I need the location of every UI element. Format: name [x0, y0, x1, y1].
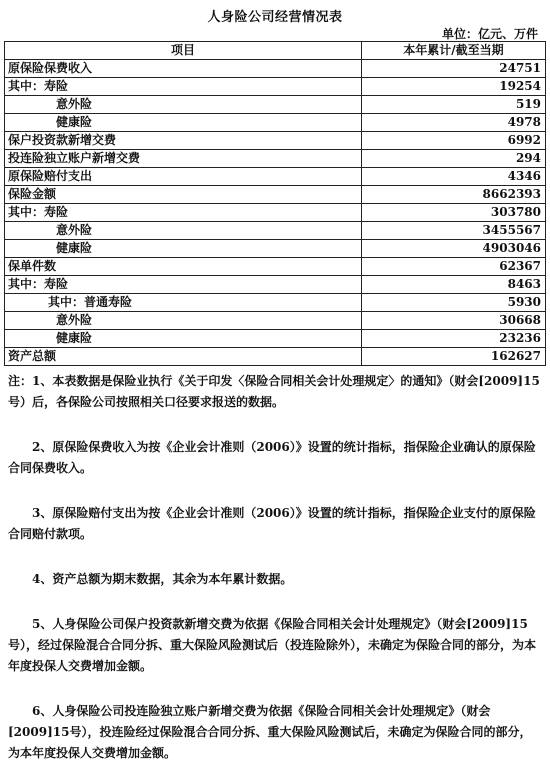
table-row	[5, 348, 546, 366]
notes-section	[8, 371, 542, 764]
row-label: 意外险	[56, 223, 93, 237]
row-label-cell	[5, 60, 362, 78]
row-label: 健康险	[56, 115, 93, 129]
row-label: 原保险赔付支出	[8, 169, 93, 183]
row-label-cell	[5, 204, 362, 222]
note-5: 5、人身保险公司保户投资款新增交费为依据《保险合同相关会计处理规定》（财会[2009]15号），经过保险混合合同分拆、重大保险风险测试后（投连险除外），未确定为保险合同的部分，为本年度投保人交费增加金额。	[8, 617, 537, 673]
table-row	[5, 204, 546, 222]
table-body	[5, 60, 546, 366]
row-label-cell	[5, 240, 362, 258]
row-label-cell	[5, 330, 362, 348]
report-table	[4, 41, 546, 366]
row-label: 健康险	[56, 241, 93, 255]
row-value: 4346	[362, 168, 546, 186]
row-label-cell	[5, 186, 362, 204]
table-row	[5, 78, 546, 96]
note-2: 2、原保险保费收入为按《企业会计准则（2006）》设置的统计指标，指保险企业确认的原保险合同保费收入。	[8, 440, 536, 475]
table-row	[5, 276, 546, 294]
table-row	[5, 150, 546, 168]
row-label: 意外险	[56, 97, 93, 111]
table-row	[5, 60, 546, 78]
row-label-cell	[5, 258, 362, 276]
row-value: 24751	[362, 60, 546, 78]
row-label: 其中：普通寿险	[48, 295, 133, 309]
table-row	[5, 96, 546, 114]
table-header-row	[5, 42, 546, 60]
row-value: 6992	[362, 132, 546, 150]
unit-label: 单位：亿元、万件	[441, 27, 538, 41]
row-value: 519	[362, 96, 546, 114]
row-label-cell	[5, 276, 362, 294]
row-value: 19254	[362, 78, 546, 96]
row-value: 162627	[362, 348, 546, 366]
row-label-cell	[5, 312, 362, 330]
row-label-cell	[5, 294, 362, 312]
table-row	[5, 258, 546, 276]
row-value: 4978	[362, 114, 546, 132]
header-item: 项目	[5, 42, 362, 60]
row-label: 原保险保费收入	[8, 61, 93, 75]
table-row	[5, 114, 546, 132]
row-label: 保单件数	[8, 259, 57, 273]
row-label-cell	[5, 114, 362, 132]
row-label-cell	[5, 132, 362, 150]
note-6: 6、人身保险公司投连险独立账户新增交费为依据《保险合同相关会计处理规定》（财会[2009]15号），投连险经过保险混合合同分拆、重大保险风险测试后，未确定为保险合同的部分，为本年度投保人交费增加金额。	[8, 704, 532, 760]
header-value: 本年累计/截至当期	[362, 42, 546, 60]
row-value: 303780	[362, 204, 546, 222]
row-value: 8463	[362, 276, 546, 294]
row-value: 62367	[362, 258, 546, 276]
table-row	[5, 294, 546, 312]
note-3: 3、原保险赔付支出为按《企业会计准则（2006）》设置的统计指标，指保险企业支付的原保险合同赔付款项。	[8, 506, 536, 541]
note-1: 注：1、本表数据是保险业执行《关于印发〈保险合同相关会计处理规定〉的通知》（财会[2009]15号）后，各保险公司按照相关口径要求报送的数据。	[8, 374, 540, 409]
table-row	[5, 168, 546, 186]
row-label: 其中：寿险	[8, 205, 69, 219]
row-label-cell	[5, 222, 362, 240]
row-label-cell	[5, 150, 362, 168]
row-label: 其中：寿险	[8, 79, 69, 93]
row-label: 投连险独立账户新增交费	[8, 151, 141, 165]
table-row	[5, 132, 546, 150]
table-row	[5, 330, 546, 348]
row-value: 294	[362, 150, 546, 168]
row-value: 4903046	[362, 240, 546, 258]
row-value: 8662393	[362, 186, 546, 204]
row-value: 5930	[362, 294, 546, 312]
row-label-cell	[5, 78, 362, 96]
row-label: 健康险	[56, 331, 93, 345]
document-title: 人身险公司经营情况表	[207, 10, 343, 25]
row-value: 23236	[362, 330, 546, 348]
row-label: 资产总额	[8, 349, 57, 363]
table-row	[5, 240, 546, 258]
row-value: 30668	[362, 312, 546, 330]
row-label: 保户投资款新增交费	[8, 133, 117, 147]
row-label: 其中：寿险	[8, 277, 69, 291]
table-row	[5, 186, 546, 204]
row-label: 保险金额	[8, 187, 57, 201]
table-row	[5, 222, 546, 240]
row-label-cell	[5, 168, 362, 186]
row-label-cell	[5, 96, 362, 114]
row-label: 意外险	[56, 313, 93, 327]
row-label-cell	[5, 348, 362, 366]
note-4: 4、资产总额为期末数据，其余为本年累计数据。	[32, 572, 293, 586]
row-value: 3455567	[362, 222, 546, 240]
table-row	[5, 312, 546, 330]
